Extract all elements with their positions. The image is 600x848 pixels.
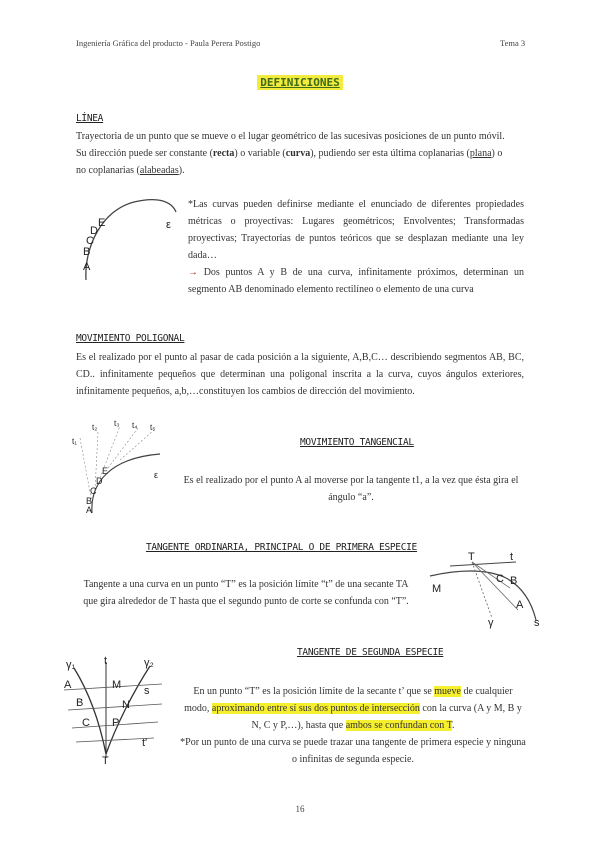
second-species-tangent-figure [62,654,172,766]
header-doc-title: Ingeniería Gráfica del producto - Paula Perera Postigo [76,38,261,48]
fig3-label-a: A [516,599,524,611]
page-title: DEFINICIONES [0,76,600,89]
fig4-label-b: B [76,697,84,709]
fig3-label-t-line: t [510,551,514,563]
heading-linea: LÍNEA [76,113,104,124]
fig4-label-t: t [104,655,108,667]
fig4-label-gamma1: γ₁ [66,659,76,671]
arrow-icon: → [188,267,198,278]
segunda-paragraph: En un punto “T” es la posición límite de la secante t’ que se mueve de cualquier modo, aproximando entre sí sus dos puntos de intersección con la curva (A y M, B y N, C y P,…), hasta que ambos se confundan con T. *Por un punto de una curva se puede trazar una tangente de primera especie y ninguna o infinitas de segunda especie. [180,686,526,765]
fig4-label-n: N [122,699,130,711]
header-topic: Tema 3 [500,38,526,48]
fig1-label-c: C [86,235,94,247]
fig2-label-b: B [86,496,93,506]
page-number: 16 [295,804,305,814]
fig2-label-a: A [86,505,93,515]
fig4-label-t-point: T [102,755,109,766]
fig4-label-gamma2: γ₂ [144,657,154,669]
fig3-label-t-point: T [468,551,475,563]
fig2-label-t4: t₄ [132,421,138,430]
fig4-label-t-prime: t' [142,737,148,749]
fig3-label-gamma: γ [488,617,494,629]
fig1-label-e: E [98,217,106,229]
fig4-label-s: s [144,685,150,697]
fig3-label-c: C [496,573,504,585]
fig3-label-b: B [510,575,518,587]
linea-paragraph: Trayectoria de un punto que se mueve o el lugar geométrico de las sucesivas posiciones de un punto móvil. Su dirección puede ser constante (recta) o variable (curva), pudiendo ser esta última coplanarias (plana) o no coplanarias (alabeadas). [76,131,505,176]
fig3-label-m: M [432,583,442,595]
fig3-label-s: s [534,617,540,629]
fig1-label-b: B [83,246,91,258]
fig4-label-a: A [64,679,72,691]
fig4-label-c: C [82,717,90,729]
fig2-label-t3: t₃ [114,419,120,428]
poligonal-paragraph: Es el realizado por el punto al pasar de cada posición a la siguiente, A,B,C… describiendo segmentos AB, BC, CD.. infinitamente pequeños que determinan una poligonal inscrita a la curva, cuyos ángulos exteriores, infinitamente pequeños, a,b,…constituyen los cambios de dirección del movimiento. [76,352,524,397]
heading-movimiento-poligonal: MOVIMIENTO POLIGONAL [76,333,185,344]
fig2-label-epsilon: ε [154,470,159,480]
fig2-label-d: D [96,476,103,486]
heading-movimiento-tangencial: MOVIMIENTO TANGENCIAL [300,437,414,448]
fig4-label-p: P [112,717,120,729]
fig2-label-t1: t₁ [72,437,77,446]
fig2-label-t5: t₅ [150,423,156,432]
tangential-figure [70,418,170,518]
fig1-label-a: A [83,261,91,273]
fig2-label-c: C [90,486,97,496]
linea-note: *Las curvas pueden definirse mediante el enunciado de diferentes propiedades métricas o proyectivas: Lugares geométricos; Envolventes; Transformadas proyectivas; Trayectorias de puntos teóricos que se desplazan mediante una ley dada… → Dos puntos A y B de una curva, infinitamente próximos, determinan un segmento AB denominado elemento rectilíneo o elemento de una curva [188,199,524,295]
fig1-label-epsilon: ε [166,219,171,231]
tangencial-paragraph: Es el realizado por el punto A al moverse por la tangente t1, a la vez que ésta gira el ángulo “a”. [183,475,519,503]
heading-tangente-segunda: TANGENTE DE SEGUNDA ESPECIE [297,647,444,658]
fig2-label-t2: t₂ [92,423,98,432]
fig2-label-e: E [102,466,109,476]
heading-tangente-ordinaria: TANGENTE ORDINARIA, PRINCIPAL O DE PRIMERA ESPECIE [146,542,417,553]
curve-points-figure [74,192,184,288]
ordinaria-paragraph: Tangente a una curva en un punto “T” es la posición límite “t” de una secante TA que gira alrededor de T hasta que el segundo punto de corte se confunda con “T”. [83,579,409,607]
fig1-label-d: D [90,225,98,237]
first-species-tangent-figure [426,548,544,630]
fig4-label-m: M [112,679,122,691]
